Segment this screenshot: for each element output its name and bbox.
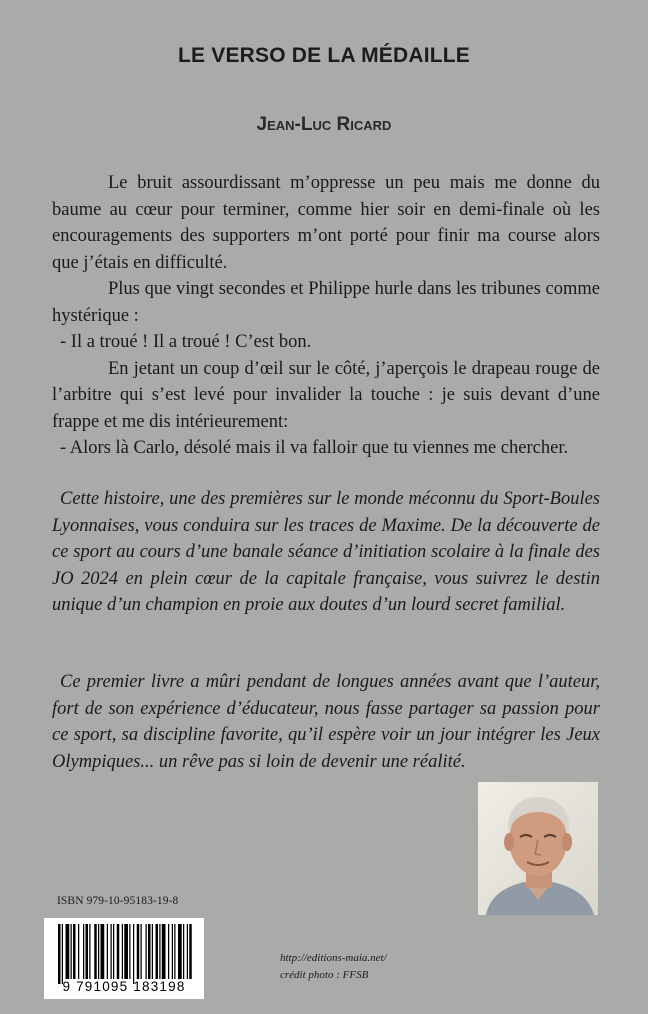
- author-name: Jean-Luc Ricard: [256, 114, 392, 135]
- author-portrait-image: [478, 782, 598, 915]
- barcode-digits: 9 791095 183198: [62, 979, 186, 994]
- barcode-bar: [86, 924, 89, 979]
- book-title: LE VERSO DE LA MÉDAILLE: [177, 44, 470, 67]
- summary-paragraph: Cette histoire, une des premières sur le monde méconnu du Sport-Boules Lyonnaises, vous conduira sur les traces de Maxime. De la découverte de ce sport au cours d’une banale séance d’initiation scolaire à la finale des JO 2024 en plein cœur de la capitale française, vous suivrez le destin unique d’un champion en proie aux doutes d’un lourd secret familial.: [52, 489, 600, 615]
- barcode-bar: [66, 924, 70, 979]
- about-block: [52, 669, 600, 775]
- barcode-bar: [98, 924, 99, 979]
- barcode-bar: [89, 924, 90, 979]
- excerpt-dialog-line: - Alors là Carlo, désolé mais il va falloir que tu viennes me chercher.: [60, 438, 569, 458]
- excerpt-dialog-line: - Il a troué ! Il a troué ! C’est bon.: [60, 332, 312, 352]
- barcode-bar: [113, 924, 114, 979]
- barcode-bar: [156, 924, 159, 979]
- barcode-bar: [183, 924, 184, 979]
- barcode-bar: [152, 924, 153, 979]
- barcode-bar: [58, 924, 61, 984]
- barcode-bar: [73, 924, 76, 979]
- excerpt-paragraph: Le bruit assourdissant m’oppresse un peu mais me donne du baume au cœur pour terminer, comme hier soir en demi-finale où les encouragements des supporters m’ont porté pour finir ma course alors que j’étais en difficulté.: [52, 173, 600, 273]
- barcode-bar: [78, 924, 79, 979]
- photo-credit: crédit photo : FFSB: [280, 969, 369, 981]
- about-paragraph: Ce premier livre a mûri pendant de longues années avant que l’auteur, fort de son expérience d’éducateur, nous fasse partager sa passion pour ce sport, sa discipline favorite, qu’il espère voir un jour intégrer les Jeux Olympiques... un rêve pas si loin de devenir une réalité.: [52, 672, 600, 772]
- isbn-barcode: [44, 918, 204, 999]
- barcode-bar: [168, 924, 169, 979]
- barcode-bar: [189, 924, 192, 979]
- credits: [280, 950, 387, 984]
- publisher-website[interactable]: http://editions-maia.net/: [280, 952, 387, 964]
- isbn-text: ISBN 979-10-95183-19-8: [57, 895, 179, 907]
- summary-block: [52, 486, 600, 619]
- barcode-bar: [94, 924, 97, 979]
- barcode-bar: [174, 924, 175, 979]
- barcode-bar: [101, 924, 105, 979]
- barcode-bar: [117, 924, 120, 979]
- author-photo: [478, 782, 598, 915]
- barcode-bar: [62, 924, 63, 984]
- barcode-bar: [146, 924, 147, 979]
- barcode-bar: [178, 924, 182, 979]
- barcode-bar: [137, 924, 140, 979]
- barcode-bar: [129, 924, 130, 979]
- barcode-bar: [124, 924, 128, 979]
- barcode-bar: [159, 924, 160, 979]
- excerpt-text: [52, 170, 600, 462]
- barcode-bar: [107, 924, 108, 979]
- barcode-bar: [162, 924, 166, 979]
- excerpt-paragraph: Plus que vingt secondes et Philippe hurle dans les tribunes comme hystérique :: [52, 279, 600, 326]
- barcode-bar: [122, 924, 123, 979]
- barcode-bar: [111, 924, 112, 979]
- barcode-bar: [83, 924, 84, 979]
- barcode-bar: [71, 924, 72, 979]
- barcode-bar: [172, 924, 173, 979]
- barcode-bar: [141, 924, 142, 979]
- barcode-bar: [187, 924, 188, 979]
- excerpt-paragraph: En jetant un coup d’œil sur le côté, j’aperçois le drapeau rouge de l’arbitre qui s’est levé pour invalider la touche : je suis devant d’une frappe et me dis intérieurement:: [52, 358, 600, 432]
- barcode-bar: [148, 924, 151, 979]
- barcode-bar: [133, 924, 134, 984]
